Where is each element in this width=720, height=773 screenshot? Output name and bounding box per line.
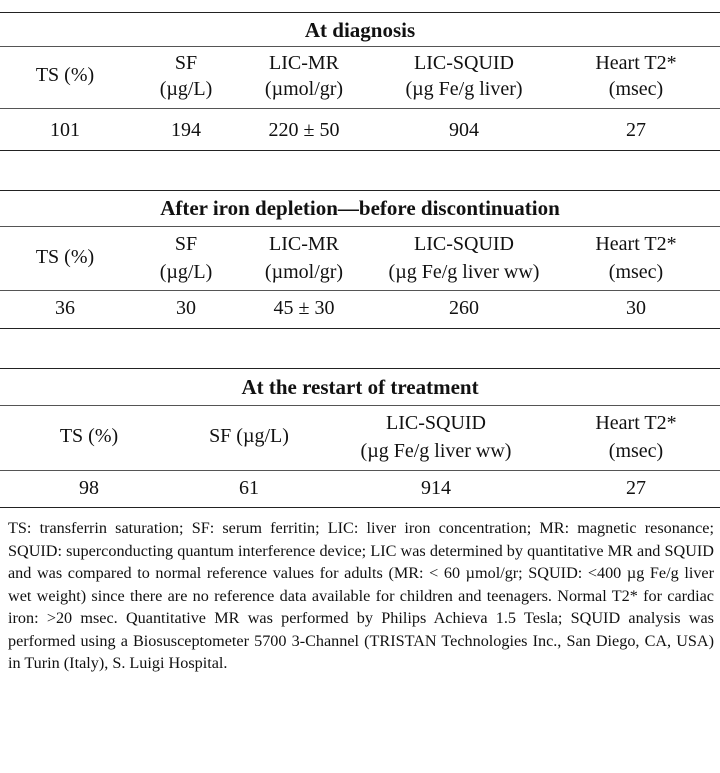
table1-cell-heart: 27 — [626, 119, 646, 141]
table1-title-rule — [0, 46, 720, 47]
table3-header-sf: SF (µg/L) — [209, 425, 289, 447]
table1-header-sf: SF — [174, 52, 198, 74]
table2-cell-heart: 30 — [626, 297, 646, 319]
table3-title-rule — [0, 405, 720, 406]
table2-bottom-rule — [0, 328, 720, 329]
table2-header-licsquid-unit: (µg Fe/g liver ww) — [388, 261, 540, 283]
table3-bottom-rule — [0, 507, 720, 508]
table1-header-licmr-unit: (µmol/gr) — [264, 78, 344, 100]
table1-header-licsquid-unit: (µg Fe/g liver) — [405, 78, 523, 100]
table2-header-heart-unit: (msec) — [608, 261, 664, 283]
table1-cell-licmr: 220 ± 50 — [268, 119, 340, 141]
table3-header-ts: TS (%) — [59, 425, 119, 447]
table1-title: At diagnosis — [304, 18, 416, 42]
table3-cell-heart: 27 — [626, 477, 646, 499]
table3-title: At the restart of treatment — [241, 375, 479, 399]
table2-title-rule — [0, 226, 720, 227]
table1-top-rule — [0, 12, 720, 13]
table3-header-heart: Heart T2* — [595, 412, 677, 434]
table2-title: After iron depletion—before discontinuation — [160, 196, 560, 220]
table3-header-rule — [0, 470, 720, 471]
table1-cell-licsquid: 904 — [449, 119, 479, 141]
table3-header-licsquid: LIC-SQUID — [386, 412, 486, 434]
table3-header-licsquid-unit: (µg Fe/g liver ww) — [360, 440, 512, 462]
table3-cell-sf: 61 — [239, 477, 259, 499]
table2-cell-licmr: 45 ± 30 — [273, 297, 335, 319]
table2-header-rule — [0, 290, 720, 291]
table1-header-heart-unit: (msec) — [608, 78, 664, 100]
table1-header-licmr: LIC-MR — [269, 52, 339, 74]
table2-header-licmr-unit: (µmol/gr) — [264, 261, 344, 283]
table1-header-rule — [0, 108, 720, 109]
table2-header-licmr: LIC-MR — [269, 233, 339, 255]
table1-bottom-rule — [0, 150, 720, 151]
table-footnote: TS: transferrin saturation; SF: serum ferritin; LIC: liver iron concentration; MR: magnetic resonance; SQUID: superconducting quantum interference device; LIC was determined by quantitative MR and SQUID and was compared to normal reference values for adults (MR: < 60 µmol/gr; SQUID: <400 µg Fe/g liver wet weight) since there are no reference data available for children and teenagers. Normal T2* for cardiac iron: >20 msec. Quantitative MR was performed by Philips Achieva 1.5 Tesla; SQUID analysis was performed using a Biosusceptometer 5700 3-Channel (TRISTAN Technologies Inc., San Diego, CA, USA) in Turin (Italy), S. Luigi Hospital. — [8, 519, 714, 672]
table1-header-licsquid: LIC-SQUID — [414, 52, 514, 74]
table1-header-heart: Heart T2* — [595, 52, 677, 74]
table3-header-heart-unit: (msec) — [608, 440, 664, 462]
table2-cell-sf: 30 — [176, 297, 196, 319]
table3-top-rule — [0, 368, 720, 369]
table1-header-ts: TS (%) — [35, 64, 95, 86]
table1-cell-sf: 194 — [171, 119, 201, 141]
table2-cell-ts: 36 — [55, 297, 75, 319]
table2-header-sf: SF — [174, 233, 198, 255]
table2-header-heart: Heart T2* — [595, 233, 677, 255]
table2-header-licsquid: LIC-SQUID — [414, 233, 514, 255]
table2-header-ts: TS (%) — [35, 246, 95, 268]
table2-header-sf-unit: (µg/L) — [159, 261, 213, 283]
table3-cell-ts: 98 — [79, 477, 99, 499]
table2-cell-licsquid: 260 — [449, 297, 479, 319]
table2-top-rule — [0, 190, 720, 191]
table1-header-sf-unit: (µg/L) — [159, 78, 213, 100]
table1-cell-ts: 101 — [50, 119, 80, 141]
table3-cell-licsquid: 914 — [421, 477, 451, 499]
